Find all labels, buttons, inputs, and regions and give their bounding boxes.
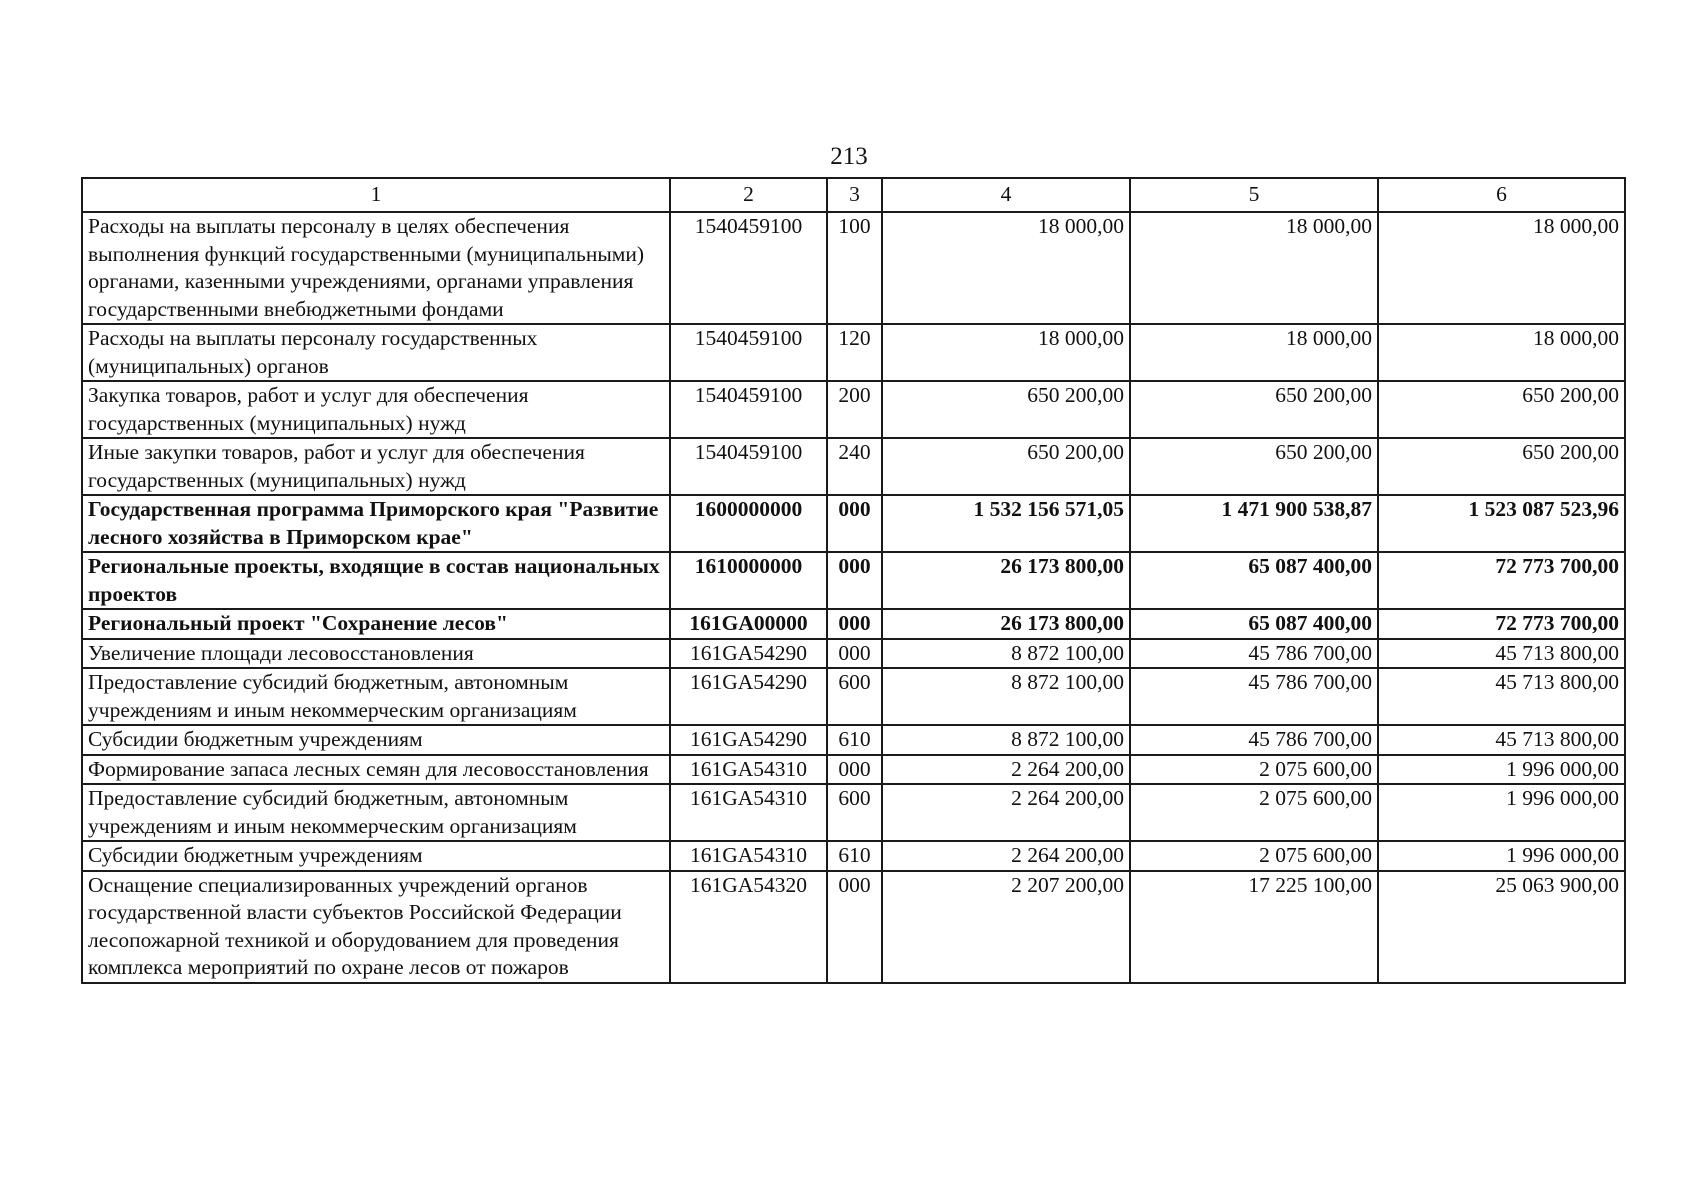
expense-type: 000: [827, 552, 882, 609]
amount-col6: 45 713 800,00: [1378, 725, 1625, 755]
target-code: 161GA54310: [670, 755, 827, 785]
expense-type: 600: [827, 668, 882, 725]
target-code: 1540459100: [670, 381, 827, 438]
expense-type: 000: [827, 871, 882, 983]
expense-type: 000: [827, 609, 882, 639]
target-code: 1540459100: [670, 438, 827, 495]
amount-col6: 1 523 087 523,96: [1378, 495, 1625, 552]
expense-name: Региональный проект "Сохранение лесов": [82, 609, 670, 639]
amount-col5: 18 000,00: [1130, 212, 1378, 324]
amount-col6: 650 200,00: [1378, 438, 1625, 495]
expense-name: Формирование запаса лесных семян для лесовосстановления: [82, 755, 670, 785]
amount-col6: 1 996 000,00: [1378, 784, 1625, 841]
target-code: 1600000000: [670, 495, 827, 552]
amount-col6: 18 000,00: [1378, 212, 1625, 324]
table-row: [82, 639, 1625, 669]
expense-type: 240: [827, 438, 882, 495]
amount-col4: 650 200,00: [882, 381, 1130, 438]
expense-name: Оснащение специализированных учреждений органов государственной власти субъектов Российской Федерации лесопожарной техникой и оборудованием для проведения комплекса мероприятий по охране лесов от пожаров: [82, 871, 670, 983]
amount-col5: 45 786 700,00: [1130, 668, 1378, 725]
table-row: [82, 381, 1625, 438]
table-row: [82, 324, 1625, 381]
amount-col5: 65 087 400,00: [1130, 609, 1378, 639]
expense-type: 200: [827, 381, 882, 438]
amount-col4: 8 872 100,00: [882, 639, 1130, 669]
table-row: [82, 212, 1625, 324]
target-code: 161GA54320: [670, 871, 827, 983]
target-code: 161GA54310: [670, 841, 827, 871]
expense-type: 000: [827, 639, 882, 669]
amount-col6: 72 773 700,00: [1378, 552, 1625, 609]
amount-col6: 1 996 000,00: [1378, 841, 1625, 871]
table-row: [82, 552, 1625, 609]
target-code: 161GA54290: [670, 639, 827, 669]
table-row: [82, 495, 1625, 552]
amount-col4: 18 000,00: [882, 212, 1130, 324]
budget-table: [81, 177, 1626, 984]
amount-col4: 2 264 200,00: [882, 784, 1130, 841]
column-header-4: 4: [882, 178, 1130, 212]
amount-col6: 650 200,00: [1378, 381, 1625, 438]
column-header-1: 1: [82, 178, 670, 212]
amount-col4: 26 173 800,00: [882, 609, 1130, 639]
expense-name: Предоставление субсидий бюджетным, автономным учреждениям и иным некоммерческим организациям: [82, 784, 670, 841]
amount-col6: 45 713 800,00: [1378, 639, 1625, 669]
amount-col6: 72 773 700,00: [1378, 609, 1625, 639]
expense-type: 600: [827, 784, 882, 841]
column-header-5: 5: [1130, 178, 1378, 212]
amount-col5: 45 786 700,00: [1130, 725, 1378, 755]
amount-col6: 18 000,00: [1378, 324, 1625, 381]
page-number: 213: [830, 143, 868, 170]
amount-col4: 18 000,00: [882, 324, 1130, 381]
expense-name: Увеличение площади лесовосстановления: [82, 639, 670, 669]
table-row: [82, 609, 1625, 639]
table-row: [82, 871, 1625, 983]
amount-col5: 2 075 600,00: [1130, 784, 1378, 841]
target-code: 161GA54310: [670, 784, 827, 841]
table-row: [82, 725, 1625, 755]
target-code: 1540459100: [670, 324, 827, 381]
expense-name: Региональные проекты, входящие в состав национальных проектов: [82, 552, 670, 609]
target-code: 161GA00000: [670, 609, 827, 639]
table-row: [82, 841, 1625, 871]
table-row: [82, 668, 1625, 725]
target-code: 1540459100: [670, 212, 827, 324]
target-code: 161GA54290: [670, 668, 827, 725]
amount-col5: 18 000,00: [1130, 324, 1378, 381]
expense-name: Субсидии бюджетным учреждениям: [82, 725, 670, 755]
expense-type: 000: [827, 755, 882, 785]
expense-type: 610: [827, 725, 882, 755]
amount-col5: 2 075 600,00: [1130, 841, 1378, 871]
table-row: [82, 784, 1625, 841]
header-row: [82, 178, 1625, 212]
expense-type: 610: [827, 841, 882, 871]
column-header-6: 6: [1378, 178, 1625, 212]
amount-col6: 1 996 000,00: [1378, 755, 1625, 785]
table-row: [82, 438, 1625, 495]
amount-col4: 1 532 156 571,05: [882, 495, 1130, 552]
amount-col5: 1 471 900 538,87: [1130, 495, 1378, 552]
expense-type: 100: [827, 212, 882, 324]
expense-name: Иные закупки товаров, работ и услуг для обеспечения государственных (муниципальных) нужд: [82, 438, 670, 495]
amount-col5: 65 087 400,00: [1130, 552, 1378, 609]
expense-type: 000: [827, 495, 882, 552]
table-body: [82, 212, 1625, 983]
expense-name: Расходы на выплаты персоналу в целях обеспечения выполнения функций государственными (муниципальными) органами, казенными учреждениями, органами управления государственными внебюджетными фондами: [82, 212, 670, 324]
amount-col4: 2 207 200,00: [882, 871, 1130, 983]
amount-col5: 45 786 700,00: [1130, 639, 1378, 669]
amount-col6: 25 063 900,00: [1378, 871, 1625, 983]
column-header-3: 3: [827, 178, 882, 212]
amount-col4: 2 264 200,00: [882, 841, 1130, 871]
amount-col5: 17 225 100,00: [1130, 871, 1378, 983]
amount-col4: 26 173 800,00: [882, 552, 1130, 609]
amount-col6: 45 713 800,00: [1378, 668, 1625, 725]
expense-type: 120: [827, 324, 882, 381]
amount-col5: 650 200,00: [1130, 438, 1378, 495]
expense-name: Субсидии бюджетным учреждениям: [82, 841, 670, 871]
expense-name: Государственная программа Приморского края "Развитие лесного хозяйства в Приморском крае": [82, 495, 670, 552]
amount-col4: 650 200,00: [882, 438, 1130, 495]
expense-name: Предоставление субсидий бюджетным, автономным учреждениям и иным некоммерческим организациям: [82, 668, 670, 725]
amount-col5: 650 200,00: [1130, 381, 1378, 438]
table-row: [82, 755, 1625, 785]
amount-col4: 8 872 100,00: [882, 725, 1130, 755]
amount-col4: 2 264 200,00: [882, 755, 1130, 785]
amount-col5: 2 075 600,00: [1130, 755, 1378, 785]
amount-col4: 8 872 100,00: [882, 668, 1130, 725]
target-code: 1610000000: [670, 552, 827, 609]
column-header-2: 2: [670, 178, 827, 212]
expense-name: Расходы на выплаты персоналу государственных (муниципальных) органов: [82, 324, 670, 381]
target-code: 161GA54290: [670, 725, 827, 755]
expense-name: Закупка товаров, работ и услуг для обеспечения государственных (муниципальных) нужд: [82, 381, 670, 438]
